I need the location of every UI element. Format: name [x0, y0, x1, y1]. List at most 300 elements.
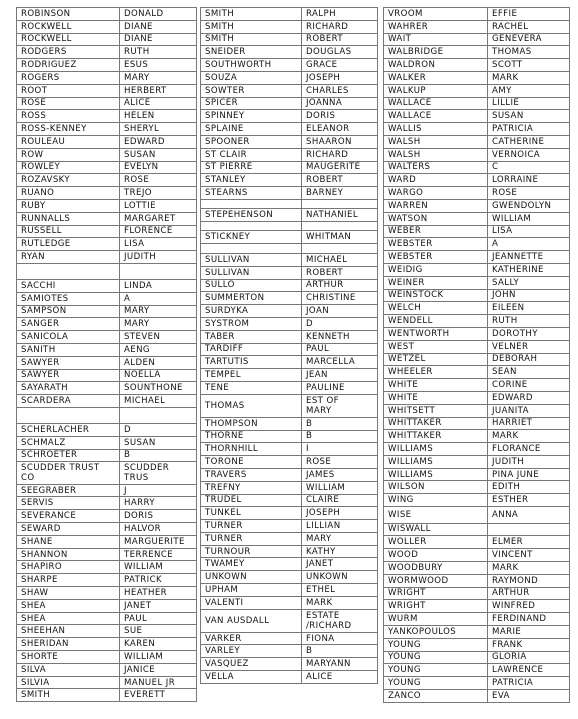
first-name-cell: FLORANCE: [488, 443, 570, 456]
first-name-cell: VERNOICA: [488, 148, 570, 161]
table-row: [201, 230, 378, 243]
last-name-cell: RUTLEDGE: [17, 238, 120, 251]
last-name-cell: TREFNY: [201, 481, 302, 494]
first-name-cell: MARY: [120, 305, 197, 318]
last-name-cell: RODGERS: [17, 46, 120, 59]
last-name-cell: RODRIGUEZ: [17, 59, 120, 72]
table-row: [201, 292, 378, 305]
table-row: [17, 46, 197, 59]
last-name-cell: WALLACE: [384, 110, 488, 123]
table-row: [384, 276, 570, 289]
last-name-cell: SPINNEY: [201, 110, 302, 123]
first-name-cell: EST OF MARY: [302, 394, 378, 417]
name-table-column-3: [383, 7, 570, 703]
first-name-cell: ROBERT: [302, 266, 378, 279]
table-row: [17, 318, 197, 331]
last-name-cell: SANITH: [17, 343, 120, 356]
first-name-cell: PATRICIA: [488, 123, 570, 136]
first-name-cell: MARY: [302, 532, 378, 545]
first-name-cell: LILLIAN: [302, 520, 378, 533]
first-name-cell: EILEEN: [488, 302, 570, 315]
table-row: [384, 238, 570, 251]
last-name-cell: TENE: [201, 381, 302, 394]
first-name-cell: D: [120, 423, 197, 436]
first-name-cell: JUDITH: [120, 251, 197, 264]
last-name-cell: WEBSTER: [384, 251, 488, 264]
table-row: [384, 148, 570, 161]
table-row: [384, 625, 570, 638]
first-name-cell: A: [488, 238, 570, 251]
last-name-cell: SACCHI: [17, 279, 120, 292]
last-name-cell: SHARPE: [17, 574, 120, 587]
table-row: [384, 677, 570, 690]
last-name-cell: TURNER: [201, 520, 302, 533]
table-row: [384, 417, 570, 430]
first-name-cell: RAYMOND: [488, 574, 570, 587]
table-row: [17, 263, 197, 279]
table-row: [17, 574, 197, 587]
first-name-cell: DONALD: [120, 8, 197, 21]
first-name-cell: NATHANIEL: [302, 208, 378, 221]
last-name-cell: WEBSTER: [384, 238, 488, 251]
table-row: [384, 651, 570, 664]
last-name-cell: WALDRON: [384, 59, 488, 72]
last-name-cell: SHAW: [17, 587, 120, 600]
table-row: [17, 436, 197, 449]
first-name-cell: DORIS: [302, 110, 378, 123]
table-row: [201, 8, 378, 21]
last-name-cell: WALSH: [384, 148, 488, 161]
first-name-cell: MARGUERITE: [120, 535, 197, 548]
last-name-cell: WURM: [384, 613, 488, 626]
first-name-cell: MARY: [120, 318, 197, 331]
table-row: [384, 340, 570, 353]
first-name-cell: SUSAN: [120, 436, 197, 449]
table-row: [201, 59, 378, 72]
first-name-cell: FIONA: [302, 632, 378, 645]
last-name-cell: WHITTAKER: [384, 417, 488, 430]
last-name-cell: [201, 243, 302, 253]
first-name-cell: CLAIRE: [302, 494, 378, 507]
table-row: [201, 596, 378, 609]
table-row: [384, 161, 570, 174]
last-name-cell: RYAN: [17, 251, 120, 264]
first-name-cell: ESUS: [120, 59, 197, 72]
first-name-cell: ANNA: [488, 507, 570, 524]
first-name-cell: EDITH: [488, 481, 570, 494]
last-name-cell: SURDYKA: [201, 305, 302, 318]
last-name-cell: STANLEY: [201, 174, 302, 187]
last-name-cell: SHEA: [17, 612, 120, 625]
table-row: [384, 59, 570, 72]
last-name-cell: SOUZA: [201, 71, 302, 84]
last-name-cell: WEINSTOCK: [384, 289, 488, 302]
table-row: [201, 199, 378, 208]
first-name-cell: WILLIAM: [302, 481, 378, 494]
last-name-cell: SAMPSON: [17, 305, 120, 318]
last-name-cell: WALLIS: [384, 123, 488, 136]
first-name-cell: ARTHUR: [302, 279, 378, 292]
table-row: [201, 520, 378, 533]
table-row: [17, 161, 197, 174]
last-name-cell: VROOM: [384, 8, 488, 21]
last-name-cell: SMITH: [201, 33, 302, 46]
first-name-cell: LOTTIE: [120, 199, 197, 212]
last-name-cell: SOUTHWORTH: [201, 59, 302, 72]
last-name-cell: ROOT: [17, 84, 120, 97]
table-row: [384, 549, 570, 562]
first-name-cell: SUSAN: [488, 110, 570, 123]
table-row: [384, 123, 570, 136]
first-name-cell: KENNETH: [302, 330, 378, 343]
first-name-cell: CORINE: [488, 379, 570, 392]
first-name-cell: DORIS: [120, 510, 197, 523]
table-row: [17, 135, 197, 148]
table-row: [201, 558, 378, 571]
table-row: [201, 266, 378, 279]
table-row: [201, 381, 378, 394]
first-name-cell: MARIE: [488, 625, 570, 638]
first-name-cell: ROSE: [302, 456, 378, 469]
table-row: [384, 263, 570, 276]
table-row: [17, 484, 197, 497]
first-name-cell: ROBERT: [302, 174, 378, 187]
last-name-cell: VAN AUSDALL: [201, 609, 302, 632]
last-name-cell: WALKER: [384, 71, 488, 84]
last-name-cell: TURNOUR: [201, 545, 302, 558]
first-name-cell: [302, 221, 378, 230]
table-row: [201, 343, 378, 356]
first-name-cell: AMY: [488, 84, 570, 97]
last-name-cell: UPHAM: [201, 584, 302, 597]
first-name-cell: MARGARET: [120, 212, 197, 225]
first-name-cell: LINDA: [120, 279, 197, 292]
first-name-cell: WHITMAN: [302, 230, 378, 243]
first-name-cell: RUTH: [488, 315, 570, 328]
last-name-cell: TABER: [201, 330, 302, 343]
last-name-cell: SEVERANCE: [17, 510, 120, 523]
first-name-cell: MICHAEL: [120, 395, 197, 408]
table-row: [201, 253, 378, 266]
table-row: [384, 574, 570, 587]
last-name-cell: WEIDIG: [384, 263, 488, 276]
first-name-cell: D: [302, 317, 378, 330]
table-row: [201, 135, 378, 148]
first-name-cell: JANICE: [120, 663, 197, 676]
table-row: [17, 123, 197, 136]
table-row: [17, 33, 197, 46]
last-name-cell: WOLLER: [384, 536, 488, 549]
first-name-cell: SHAARON: [302, 135, 378, 148]
last-name-cell: TARTUTIS: [201, 356, 302, 369]
table-row: [17, 71, 197, 84]
last-name-cell: WILLIAMS: [384, 443, 488, 456]
last-name-cell: SAYARATH: [17, 382, 120, 395]
first-name-cell: PATRICIA: [488, 677, 570, 690]
last-name-cell: WHITTAKER: [384, 430, 488, 443]
table-row: [17, 651, 197, 664]
table-row: [201, 609, 378, 632]
last-name-cell: THOMPSON: [201, 417, 302, 430]
table-row: [17, 462, 197, 484]
table-row: [384, 379, 570, 392]
table-row: [201, 645, 378, 658]
name-table-column-2: [200, 7, 378, 684]
first-name-cell: HERBERT: [120, 84, 197, 97]
last-name-cell: SNEIDER: [201, 46, 302, 59]
table-row: [201, 161, 378, 174]
first-name-cell: JANET: [302, 558, 378, 571]
table-row: [384, 523, 570, 536]
last-name-cell: WOOD: [384, 549, 488, 562]
table-row: [201, 545, 378, 558]
last-name-cell: TRAVERS: [201, 468, 302, 481]
table-row: [384, 561, 570, 574]
first-name-cell: KAREN: [120, 638, 197, 651]
table-row: [201, 507, 378, 520]
first-name-cell: EVELYN: [120, 161, 197, 174]
table-row: [384, 8, 570, 21]
table-row: [384, 20, 570, 33]
first-name-cell: MARCELLA: [302, 356, 378, 369]
last-name-cell: WENTWORTH: [384, 327, 488, 340]
table-row: [384, 366, 570, 379]
first-name-cell: DOROTHY: [488, 327, 570, 340]
first-name-cell: GWENDOLYN: [488, 199, 570, 212]
last-name-cell: WAHRER: [384, 20, 488, 33]
last-name-cell: SILVA: [17, 663, 120, 676]
table-row: [17, 676, 197, 689]
last-name-cell: WILSON: [384, 481, 488, 494]
table-row: [384, 84, 570, 97]
first-name-cell: KATHY: [302, 545, 378, 558]
last-name-cell: TORONE: [201, 456, 302, 469]
table-row: [17, 20, 197, 33]
first-name-cell: TERRENCE: [120, 548, 197, 561]
first-name-cell: BARNEY: [302, 187, 378, 200]
last-name-cell: YOUNG: [384, 677, 488, 690]
first-name-cell: LISA: [120, 238, 197, 251]
last-name-cell: ROW: [17, 148, 120, 161]
last-name-cell: VASQUEZ: [201, 658, 302, 671]
first-name-cell: B: [120, 449, 197, 462]
last-name-cell: WATSON: [384, 212, 488, 225]
first-name-cell: JOAN: [302, 305, 378, 318]
first-name-cell: MANUEL JR: [120, 676, 197, 689]
first-name-cell: JOHN: [488, 289, 570, 302]
first-name-cell: CHARLES: [302, 84, 378, 97]
table-row: [17, 523, 197, 536]
table-row: [201, 571, 378, 584]
first-name-cell: ROBERT: [302, 33, 378, 46]
last-name-cell: VALENTI: [201, 596, 302, 609]
first-name-cell: CHRISTINE: [302, 292, 378, 305]
last-name-cell: UNKOWN: [201, 571, 302, 584]
table-row: [17, 187, 197, 200]
table-row: [384, 302, 570, 315]
last-name-cell: SULLIVAN: [201, 266, 302, 279]
table-row: [384, 225, 570, 238]
first-name-cell: ESTATE /RICHARD: [302, 609, 378, 632]
first-name-cell: FLORENCE: [120, 225, 197, 238]
last-name-cell: RUSSELL: [17, 225, 120, 238]
last-name-cell: WHITE: [384, 379, 488, 392]
table-row: [17, 625, 197, 638]
last-name-cell: ROBINSON: [17, 8, 120, 21]
first-name-cell: HARRIET: [488, 417, 570, 430]
last-name-cell: YANKOPOULOS: [384, 625, 488, 638]
table-row: [384, 187, 570, 200]
table-row: [201, 532, 378, 545]
last-name-cell: SEEGRABER: [17, 484, 120, 497]
first-name-cell: VELNER: [488, 340, 570, 353]
name-table-column-1: [16, 7, 197, 702]
last-name-cell: [201, 221, 302, 230]
table-row: [17, 497, 197, 510]
table-row: [17, 638, 197, 651]
last-name-cell: WARGO: [384, 187, 488, 200]
first-name-cell: HARRY: [120, 497, 197, 510]
first-name-cell: PAUL: [302, 343, 378, 356]
first-name-cell: B: [302, 645, 378, 658]
table-row: [384, 315, 570, 328]
table-row: [17, 225, 197, 238]
table-row: [201, 632, 378, 645]
table-row: [201, 123, 378, 136]
first-name-cell: EVERETT: [120, 689, 197, 702]
first-name-cell: ETHEL: [302, 584, 378, 597]
first-name-cell: HELEN: [120, 110, 197, 123]
last-name-cell: SHERIDAN: [17, 638, 120, 651]
first-name-cell: THOMAS: [488, 46, 570, 59]
last-name-cell: SHANNON: [17, 548, 120, 561]
last-name-cell: SOWTER: [201, 84, 302, 97]
table-row: [17, 369, 197, 382]
last-name-cell: SMITH: [201, 20, 302, 33]
last-name-cell: WHEELER: [384, 366, 488, 379]
table-row: [17, 343, 197, 356]
first-name-cell: ALDEN: [120, 356, 197, 369]
table-row: [201, 84, 378, 97]
table-row: [201, 71, 378, 84]
last-name-cell: WALTERS: [384, 161, 488, 174]
table-row: [384, 468, 570, 481]
last-name-cell: WILLIAMS: [384, 468, 488, 481]
last-name-cell: VARLEY: [201, 645, 302, 658]
last-name-cell: STEARNS: [201, 187, 302, 200]
last-name-cell: WEINER: [384, 276, 488, 289]
table-row: [201, 430, 378, 443]
table-row: [17, 110, 197, 123]
first-name-cell: J: [120, 484, 197, 497]
table-row: [384, 212, 570, 225]
last-name-cell: SHANE: [17, 535, 120, 548]
table-row: [201, 481, 378, 494]
last-name-cell: WISE: [384, 507, 488, 524]
last-name-cell: SCHERLACHER: [17, 423, 120, 436]
last-name-cell: RUANO: [17, 187, 120, 200]
first-name-cell: WILLIAM: [488, 212, 570, 225]
first-name-cell: SUSAN: [120, 148, 197, 161]
first-name-cell: DEBORAH: [488, 353, 570, 366]
first-name-cell: JOANNA: [302, 97, 378, 110]
first-name-cell: PAUL: [120, 612, 197, 625]
first-name-cell: MARK: [488, 561, 570, 574]
last-name-cell: SCARDERA: [17, 395, 120, 408]
first-name-cell: VINCENT: [488, 549, 570, 562]
last-name-cell: SANICOLA: [17, 331, 120, 344]
table-row: [201, 243, 378, 253]
last-name-cell: [17, 263, 120, 279]
first-name-cell: SOUNTHONE: [120, 382, 197, 395]
last-name-cell: VARKER: [201, 632, 302, 645]
table-row: [201, 148, 378, 161]
table-row: [17, 548, 197, 561]
first-name-cell: MARYANN: [302, 658, 378, 671]
table-row: [201, 317, 378, 330]
last-name-cell: THORNE: [201, 430, 302, 443]
table-row: [17, 382, 197, 395]
last-name-cell: ROSE: [17, 97, 120, 110]
table-row: [201, 279, 378, 292]
last-name-cell: WARD: [384, 174, 488, 187]
last-name-cell: SAWYER: [17, 369, 120, 382]
last-name-cell: YOUNG: [384, 638, 488, 651]
table-row: [201, 208, 378, 221]
table-row: [17, 395, 197, 408]
first-name-cell: EFFIE: [488, 8, 570, 21]
first-name-cell: JUDITH: [488, 455, 570, 468]
table-row: [17, 407, 197, 423]
table-row: [17, 238, 197, 251]
first-name-cell: ROSE: [488, 187, 570, 200]
first-name-cell: RACHEL: [488, 20, 570, 33]
last-name-cell: ROSS: [17, 110, 120, 123]
first-name-cell: LORRAINE: [488, 174, 570, 187]
table-row: [384, 638, 570, 651]
table-row: [384, 613, 570, 626]
first-name-cell: A: [120, 292, 197, 305]
first-name-cell: DIANE: [120, 20, 197, 33]
first-name-cell: MARY: [120, 71, 197, 84]
table-row: [384, 135, 570, 148]
table-row: [384, 507, 570, 524]
last-name-cell: SHEA: [17, 599, 120, 612]
last-name-cell: SEWARD: [17, 523, 120, 536]
table-row: [17, 561, 197, 574]
last-name-cell: SMITH: [17, 689, 120, 702]
first-name-cell: C: [488, 161, 570, 174]
first-name-cell: ELEANOR: [302, 123, 378, 136]
first-name-cell: SHERYL: [120, 123, 197, 136]
table-row: [384, 481, 570, 494]
last-name-cell: STEPEHENSON: [201, 208, 302, 221]
last-name-cell: ST CLAIR: [201, 148, 302, 161]
first-name-cell: [302, 243, 378, 253]
last-name-cell: WAIT: [384, 33, 488, 46]
table-row: [384, 46, 570, 59]
first-name-cell: ROSE: [120, 174, 197, 187]
last-name-cell: WHITSETT: [384, 404, 488, 417]
last-name-cell: SHORTE: [17, 651, 120, 664]
last-name-cell: WALBRIDGE: [384, 46, 488, 59]
table-row: [201, 330, 378, 343]
first-name-cell: MARK: [488, 71, 570, 84]
first-name-cell: KATHERINE: [488, 263, 570, 276]
last-name-cell: VELLA: [201, 671, 302, 684]
first-name-cell: FRANK: [488, 638, 570, 651]
first-name-cell: RICHARD: [302, 148, 378, 161]
